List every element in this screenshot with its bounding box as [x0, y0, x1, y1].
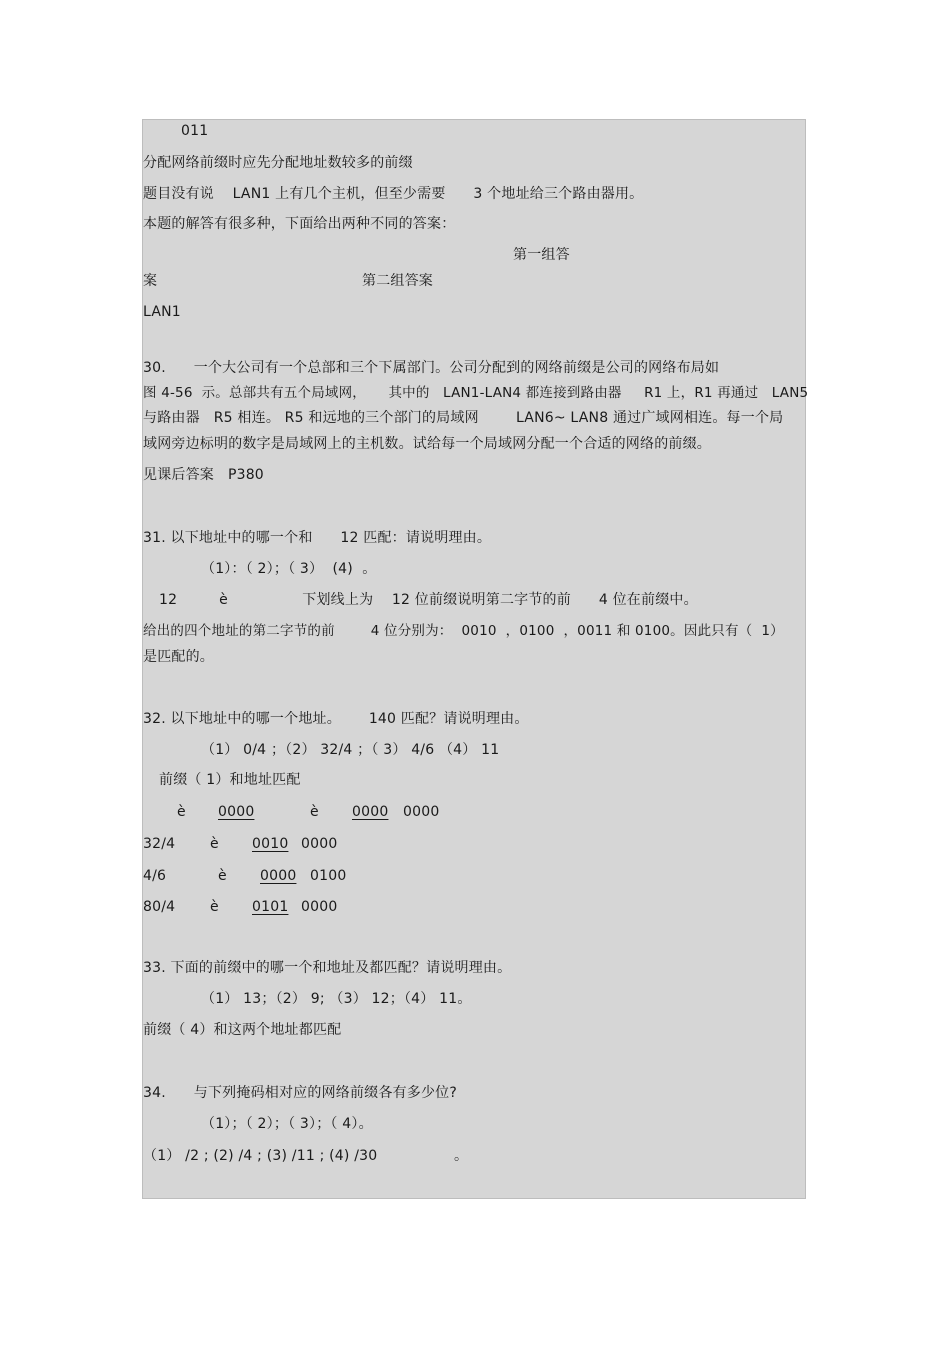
text-line: 32/4: [143, 836, 176, 852]
arrow-glyph: è: [177, 804, 186, 820]
text-line: 第一组答: [513, 247, 570, 263]
text-line: 前缀（ 4）和这两个地址都匹配: [143, 1022, 342, 1038]
text-line: 0000: [301, 836, 338, 852]
text-line: 4/6: [143, 868, 167, 884]
text-line: 题目没有说 LAN1 上有几个主机，但至少需要 3 个地址给三个路由器用。: [143, 186, 644, 202]
text-line: （1）；（ 2）；（ 3）；（ 4）。: [201, 1116, 373, 1132]
text-line: 第二组答案: [362, 273, 433, 289]
question-30: 30. 一个大公司有一个总部和三个下属部门。公司分配到的网络前缀是公司的网络布局如: [143, 360, 720, 376]
text-line: （1） 13；（2） 9; （3） 12；（4） 11。: [201, 991, 472, 1007]
text-line: （1） 0/4 ；（2） 32/4 ；（ 3） 4/6 （4） 11: [201, 742, 500, 758]
text-line: 是匹配的。: [143, 649, 214, 665]
text-line: 案: [143, 273, 158, 289]
text-line: 本题的解答有很多种，下面给出两种不同的答案：: [143, 216, 456, 232]
text-line: 与路由器 R5 相连。 R5 和远地的三个部门的局域网 LAN6~ LAN8 通过广域网相连。每一个局: [143, 410, 784, 426]
underlined-bits: 0101: [252, 899, 289, 915]
text-line: 图 4-56 示。总部共有五个局域网， 其中的 LAN1-LAN4 都连接到路由器 R1 上，R1 再通过 LAN5: [143, 385, 809, 401]
underlined-bits: 0000: [218, 804, 255, 820]
text-line: 0000: [403, 804, 440, 820]
text-line: 域网旁边标明的数字是局域网上的主机数。试给每一个局域网分配一个合适的网络的前缀。: [143, 436, 711, 452]
underlined-bits: 0000: [260, 868, 297, 884]
question-32: 32. 以下地址中的哪一个地址。 140 匹配？请说明理由。: [143, 711, 529, 727]
text-line: 给出的四个地址的第二字节的前 4 位分别为： 0010 ，0100 ，0011 和 0100。因此只有（ 1）: [143, 623, 784, 639]
text-line: 0000: [301, 899, 338, 915]
text-line: 0100: [310, 868, 347, 884]
text-line: 。: [454, 1148, 469, 1164]
text-line: LAN1: [143, 304, 181, 320]
text-line: （1） /2 ; (2) /4 ; (3) /11 ; (4) /30: [143, 1148, 378, 1164]
arrow-glyph: è: [218, 868, 227, 884]
question-31: 31. 以下地址中的哪一个和 12 匹配：请说明理由。: [143, 530, 492, 546]
arrow-glyph: è: [310, 804, 319, 820]
text-line: 011: [181, 123, 209, 139]
text-line: 前缀（ 1）和地址匹配: [159, 772, 301, 788]
question-33: 33. 下面的前缀中的哪一个和地址及都匹配？请说明理由。: [143, 960, 512, 976]
text-line: 80/4: [143, 899, 176, 915]
underlined-bits: 0010: [252, 836, 289, 852]
underlined-bits: 0000: [352, 804, 389, 820]
arrow-glyph: è: [210, 836, 219, 852]
text-line: （1）：（ 2）；（ 3） (4) 。: [201, 561, 377, 577]
arrow-glyph: è: [210, 899, 219, 915]
question-34: 34. 与下列掩码相对应的网络前缀各有多少位?: [143, 1085, 457, 1101]
text-line: 见课后答案 P380: [143, 467, 264, 483]
text-line: 分配网络前缀时应先分配地址数较多的前缀: [143, 155, 413, 171]
text-line: 12 è 下划线上为 12 位前缀说明第二字节的前 4 位在前缀中。: [159, 592, 698, 608]
